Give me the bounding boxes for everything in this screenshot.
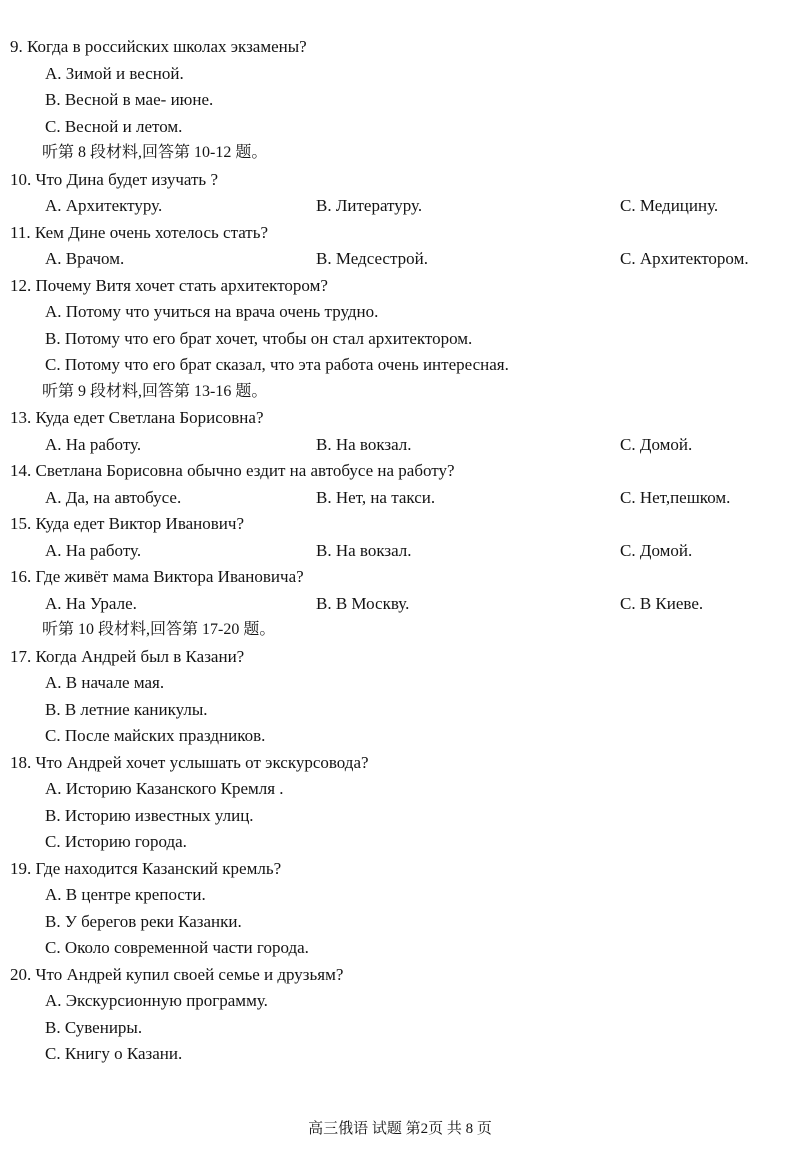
question-number: 14. xyxy=(10,461,32,480)
option-text: На работу. xyxy=(65,434,142,454)
option-text: Потому что учиться на врача очень трудно. xyxy=(65,302,379,321)
option-10-b xyxy=(316,193,620,220)
option-9-c xyxy=(10,114,792,141)
option-18-a xyxy=(10,776,792,803)
question-text: Что Андрей купил своей семье и друзьям? xyxy=(35,964,344,984)
option-label: A. xyxy=(45,487,62,507)
question-17 xyxy=(10,644,792,671)
question-number: 13. xyxy=(10,408,32,427)
question-text: Когда в российских школах экзамены? xyxy=(27,37,307,56)
option-19-c xyxy=(10,935,792,962)
option-text: На Урале. xyxy=(65,593,137,613)
option-text: В центре крепости. xyxy=(65,885,206,904)
question-text: Когда Андрей был в Казани? xyxy=(35,646,245,666)
option-text: Потому что его брат хочет, чтобы он стал архитектором. xyxy=(64,328,473,348)
option-text: Весной и летом. xyxy=(64,116,183,136)
option-9-b xyxy=(10,87,792,114)
option-label: B. xyxy=(45,911,61,931)
question-number: 17. xyxy=(10,646,32,666)
option-text: Сувениры. xyxy=(64,1017,143,1037)
question-text: Где живёт мама Виктора Ивановича? xyxy=(35,567,304,586)
option-text: Медсестрой. xyxy=(335,249,428,268)
option-text: В начале мая. xyxy=(65,673,165,692)
option-20-a xyxy=(10,988,792,1015)
option-18-b xyxy=(10,803,792,830)
option-text: Книгу о Казани. xyxy=(64,1044,183,1063)
option-15-b xyxy=(316,538,620,565)
option-17-b xyxy=(10,697,792,724)
question-15 xyxy=(10,511,792,538)
option-text: Историю известных улиц. xyxy=(64,805,254,825)
option-label: C. xyxy=(620,487,636,507)
question-number: 10. xyxy=(10,169,32,189)
question-20 xyxy=(10,962,792,989)
option-label: B. xyxy=(316,593,332,613)
question-number: 9. xyxy=(10,37,23,56)
option-text: Домой. xyxy=(639,540,693,560)
option-label: A. xyxy=(45,991,62,1010)
option-11-c xyxy=(620,246,792,273)
option-19-b xyxy=(10,909,792,936)
option-16-a xyxy=(45,591,316,618)
option-label: C. xyxy=(45,355,61,374)
option-label: A. xyxy=(45,196,62,215)
question-18 xyxy=(10,750,792,777)
option-16-c xyxy=(620,591,792,618)
option-label: A. xyxy=(45,434,62,454)
option-text: На вокзал. xyxy=(335,540,412,560)
option-label: B. xyxy=(45,328,61,348)
option-label: B. xyxy=(316,487,332,507)
option-text: Около современной части города. xyxy=(64,938,309,957)
question-number: 18. xyxy=(10,752,32,772)
option-text: В Москву. xyxy=(335,593,410,613)
option-text: Архитектором. xyxy=(639,249,749,268)
option-label: C. xyxy=(620,434,636,454)
question-text: Светлана Борисовна обычно ездит на автобусе на работу? xyxy=(35,461,455,480)
listening-instruction: 听第 10 段材料,回答第 17-20 题。 xyxy=(42,621,276,638)
option-14-b xyxy=(316,485,620,512)
option-20-b xyxy=(10,1015,792,1042)
option-19-a xyxy=(10,882,792,909)
option-label: B. xyxy=(45,805,61,825)
options-row-14 xyxy=(10,485,792,512)
question-text: Почему Витя хочет стать архитектором? xyxy=(35,275,328,295)
option-11-b xyxy=(316,246,620,273)
options-row-15 xyxy=(10,538,792,565)
question-number: 19. xyxy=(10,858,32,878)
question-text: Кем Дине очень хотелось стать? xyxy=(34,222,269,242)
question-12 xyxy=(10,273,792,300)
question-13 xyxy=(10,405,792,432)
option-12-a xyxy=(10,299,792,326)
option-text: Нет, на такси. xyxy=(335,487,436,507)
options-row-10 xyxy=(10,193,792,220)
option-label: C. xyxy=(620,249,636,268)
option-label: C. xyxy=(620,593,636,613)
option-16-b xyxy=(316,591,620,618)
options-row-13 xyxy=(10,432,792,459)
option-9-a xyxy=(10,61,792,88)
option-text: Потому что его брат сказал, что эта работа очень интересная. xyxy=(64,355,509,374)
question-9 xyxy=(10,34,792,61)
option-20-c xyxy=(10,1041,792,1068)
option-label: C. xyxy=(620,196,636,215)
option-label: C. xyxy=(620,540,636,560)
option-label: A. xyxy=(45,885,62,904)
question-number: 11. xyxy=(10,222,31,242)
question-number: 20. xyxy=(10,964,32,984)
option-text: Медицину. xyxy=(639,196,719,215)
option-label: C. xyxy=(45,116,61,136)
question-14 xyxy=(10,458,792,485)
option-17-a xyxy=(10,670,792,697)
option-label: A. xyxy=(45,302,62,321)
option-label: A. xyxy=(45,593,62,613)
option-label: A. xyxy=(45,779,62,798)
option-13-c xyxy=(620,432,792,459)
option-text: Литературу. xyxy=(335,196,423,215)
option-label: A. xyxy=(45,673,62,692)
option-label: B. xyxy=(316,196,332,215)
options-row-16 xyxy=(10,591,792,618)
option-17-c xyxy=(10,723,792,750)
option-label: C. xyxy=(45,832,61,851)
option-text: В летние каникулы. xyxy=(64,699,208,719)
option-label: B. xyxy=(316,434,332,454)
option-label: C. xyxy=(45,726,61,745)
option-label: B. xyxy=(316,249,332,268)
option-15-c xyxy=(620,538,792,565)
option-text: В Киеве. xyxy=(639,593,704,613)
question-text: Что Андрей хочет услышать от экскурсовода? xyxy=(35,752,369,772)
page-footer: 高三俄语 试题 第2页 共 8 页 xyxy=(308,1121,492,1137)
option-text: После майских праздников. xyxy=(64,726,266,745)
option-text: Врачом. xyxy=(65,249,125,268)
option-18-c xyxy=(10,829,792,856)
option-label: A. xyxy=(45,249,62,268)
question-number: 15. xyxy=(10,514,32,533)
option-label: A. xyxy=(45,540,62,560)
question-11 xyxy=(10,220,792,247)
option-10-a xyxy=(45,193,316,220)
option-14-a xyxy=(45,485,316,512)
question-text: Куда едет Виктор Иванович? xyxy=(35,514,244,533)
option-text: Весной в мае- июне. xyxy=(64,90,214,109)
question-text: Где находится Казанский кремль? xyxy=(35,858,282,878)
question-19 xyxy=(10,856,792,883)
listening-instruction: 听第 8 段材料,回答第 10-12 题。 xyxy=(42,144,268,161)
option-label: B. xyxy=(45,1017,61,1037)
option-10-c xyxy=(620,193,792,220)
option-11-a xyxy=(45,246,316,273)
question-text: Что Дина будет изучать ? xyxy=(35,169,218,189)
option-text: На работу. xyxy=(65,540,142,560)
option-14-c xyxy=(620,485,792,512)
option-12-c xyxy=(10,352,792,379)
option-label: B. xyxy=(45,699,61,719)
option-text: Экскурсионную программу. xyxy=(65,991,268,1010)
option-label: A. xyxy=(45,63,62,83)
option-text: Историю Казанского Кремля . xyxy=(65,779,284,798)
option-text: Нет,пешком. xyxy=(639,487,731,507)
option-text: На вокзал. xyxy=(335,434,412,454)
option-text: Домой. xyxy=(639,434,693,454)
question-10 xyxy=(10,167,792,194)
options-row-11 xyxy=(10,246,792,273)
listening-instruction: 听第 9 段材料,回答第 13-16 题。 xyxy=(42,382,268,400)
option-label: C. xyxy=(45,1044,61,1063)
option-text: Историю города. xyxy=(64,832,187,851)
option-text: Зимой и весной. xyxy=(65,63,184,83)
option-label: B. xyxy=(45,90,61,109)
question-number: 12. xyxy=(10,275,32,295)
option-label: B. xyxy=(316,540,332,560)
question-text: Куда едет Светлана Борисовна? xyxy=(35,408,264,427)
option-12-b xyxy=(10,326,792,353)
option-text: У берегов реки Казанки. xyxy=(64,911,242,931)
question-number: 16. xyxy=(10,567,32,586)
question-16 xyxy=(10,564,792,591)
option-text: Архитектуру. xyxy=(65,196,163,215)
option-13-a xyxy=(45,432,316,459)
option-13-b xyxy=(316,432,620,459)
option-label: C. xyxy=(45,938,61,957)
option-15-a xyxy=(45,538,316,565)
option-text: Да, на автобусе. xyxy=(65,487,182,507)
